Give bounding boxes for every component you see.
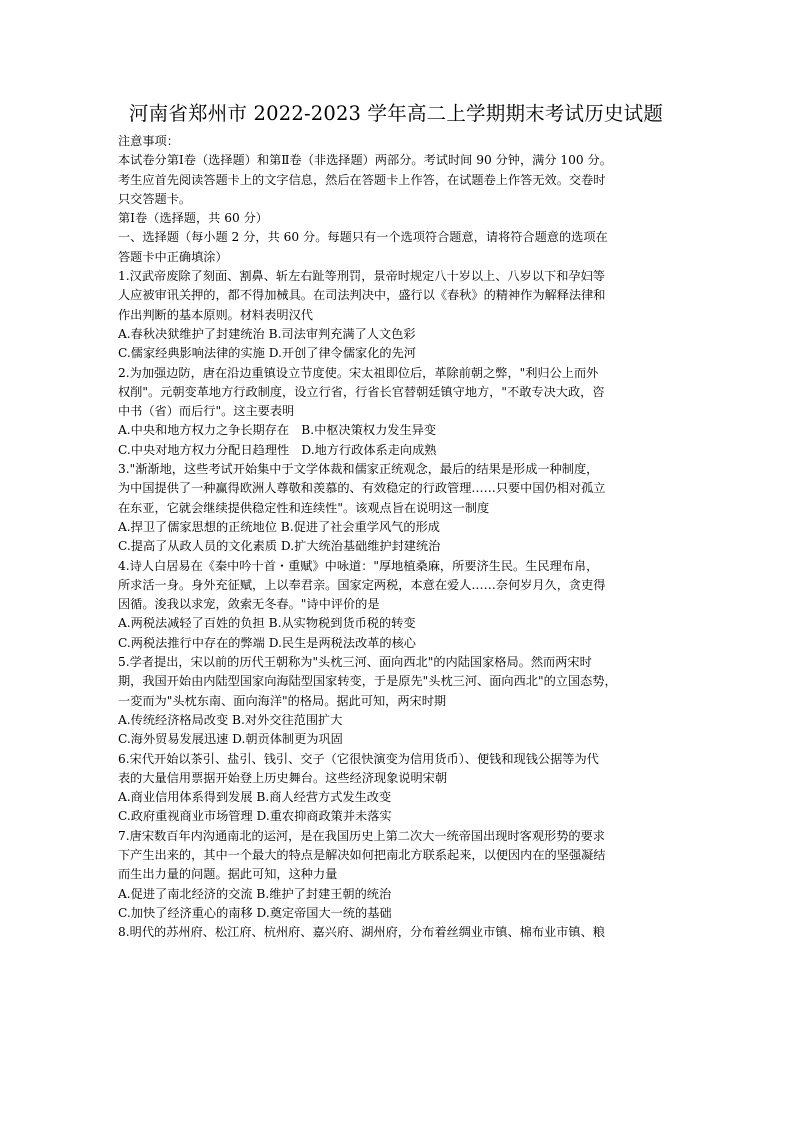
question-text: 5.学者提出，宋以前的历代王朝称为"头枕三河、面向西北"的内陆国家格局。然而两宋时	[118, 655, 592, 670]
answer-options: C.提高了从政人员的文化素质 D.扩大统治基础维护封建统治	[118, 539, 441, 554]
question-5	[118, 653, 680, 749]
question-7	[118, 827, 680, 923]
answer-options: A.中央和地方权力之争长期存在 B.中枢决策权力发生异变	[118, 423, 437, 438]
notes-line: 考生应首先阅读答题卡上的文字信息，然后在答题卡上作答，在试题卷上作答无效。交卷时	[118, 172, 606, 187]
answer-options: A.春秋决狱维护了封建统治 B.司法审判充满了人文色彩	[118, 326, 416, 341]
question-text: 6.宋代开始以茶引、盐引、钱引、交子（它很快演变为信用货币）、便钱和现钱公据等为代	[118, 751, 599, 766]
question-text: 为中国提供了一种赢得欧洲人尊敬和羡慕的、有效稳定的行政管理……只要中国仍相对孤立	[118, 481, 606, 496]
answer-options: C.中央对地方权力分配日趋理性 D.地方行政体系走向成熟	[118, 442, 437, 457]
notes-heading: 注意事项：	[118, 134, 179, 148]
question-text: 在东亚，它就会继续提供稳定性和连续性"。该观点旨在说明这一制度	[118, 500, 490, 515]
question-text: 而生出力量的问题。据此可知，这种力量	[118, 867, 338, 882]
question-text: 因循。浚我以求宠，敛索无冬春。"诗中评价的是	[118, 597, 380, 612]
question-text: 8.明代的苏州府、松江府、杭州府、嘉兴府、湖州府，分布着丝绸业市镇、棉布业市镇、粮	[118, 925, 605, 940]
answer-options: A.促进了南北经济的交流 B.维护了封建王朝的统治	[118, 886, 392, 901]
question-text: 所求活一身。身外充征赋，上以奉君亲。国家定两税，本意在爱人……奈何岁月久，贪吏得	[118, 577, 606, 592]
question-1	[118, 267, 680, 363]
notes-line: 只交答题卡。	[118, 191, 192, 206]
section1-instructions: 一、选择题（每小题 2 分，共 60 分。每题只有一个选项符合题意，请将符合题意的选项在	[118, 230, 608, 245]
answer-options: C.加快了经济重心的南移 D.奠定帝国大一统的基础	[118, 905, 392, 920]
question-text: 中书（省）而后行"。这主要表明	[118, 404, 295, 419]
question-text: 7.唐宋数百年内沟通南北的运河，是在我国历史上第二次大一统帝国出现时客观形势的要求	[118, 828, 605, 843]
exam-title: 河南省郑州市 2022-2023 学年高二上学期期末考试历史试题	[128, 102, 664, 125]
question-2	[118, 364, 680, 460]
question-text: 2.为加强边防，唐在沿边重镇设立节度使。宋太祖即位后，革除前朝之弊，"利归公上而外	[118, 365, 599, 380]
section1-instructions: 答题卡中正确填涂）	[118, 249, 228, 264]
question-text: 权削"。元朝变革地方行政制度，设立行省，行省长官替朝廷镇守地方，"不敢专决大政，咨	[118, 384, 605, 399]
answer-options: C.儒家经典影响法律的实施 D.开创了律令儒家化的先河	[118, 346, 416, 361]
question-text: 作出判断的基本原则。材料表明汉代	[118, 307, 313, 322]
question-8	[118, 923, 680, 942]
question-text: 4.诗人白居易在《秦中吟十首・重赋》中咏道："厚地植桑麻，所要济生民。生民理布帛，	[118, 558, 599, 573]
question-text: 3."渐渐地，这些考试开始集中于文学体裁和儒家正统观念，最后的结果是形成一种制度，	[118, 462, 599, 477]
answer-options: C.海外贸易发展迅速 D.朝贡体制更为巩固	[118, 732, 343, 747]
question-text: 人应被审讯关押的，都不得加械具。在司法判决中，盛行以《春秋》的精神作为解释法律和	[118, 288, 606, 303]
answer-options: A.捍卫了儒家思想的正统地位 B.促进了社会重学风气的形成	[118, 519, 440, 534]
question-3	[118, 460, 680, 556]
answer-options: C.政府重视商业市场管理 D.重农抑商政策并未落实	[118, 809, 392, 824]
answer-options: A.商业信用体系得到发展 B.商人经营方式发生改变	[118, 790, 392, 805]
answer-options: A.传统经济格局改变 B.对外交往范围扩大	[118, 712, 343, 727]
question-text: 1.汉武帝废除了刻面、割鼻、斩左右趾等刑罚，景帝时规定八十岁以上、八岁以下和孕妇等	[118, 269, 605, 284]
question-6	[118, 750, 680, 827]
exam-page	[118, 100, 680, 942]
answer-options: A.两税法减轻了百姓的负担 B.从实物税到货币税的转变	[118, 616, 416, 631]
question-4	[118, 557, 680, 653]
notes-line: 本试卷分第Ⅰ卷（选择题）和第Ⅱ卷（非选择题）两部分。考试时间 90 分钟，满分 100 分。	[118, 153, 612, 168]
question-text: 一変而为"头枕东南、面向海洋"的格局。据此可知，两宋时期	[118, 693, 447, 708]
question-text: 表的大量信用票据开始登上历史舞台。这些经济现象说明宋朝	[118, 770, 448, 785]
answer-options: C.两税法推行中存在的弊端 D.民生是两税法改革的核心	[118, 635, 416, 650]
question-text: 期，我国开始由内陆型国家向海陆型国家转变，于是原先"头枕三河、面向西北"的立国态势，	[118, 674, 617, 689]
part1-heading: 第Ⅰ卷（选择题，共 60 分）	[118, 211, 268, 226]
question-text: 下产生出来的，其中一个最大的特点是解决如何把南北方联系起来，以便因内在的坚强凝结	[118, 847, 606, 862]
